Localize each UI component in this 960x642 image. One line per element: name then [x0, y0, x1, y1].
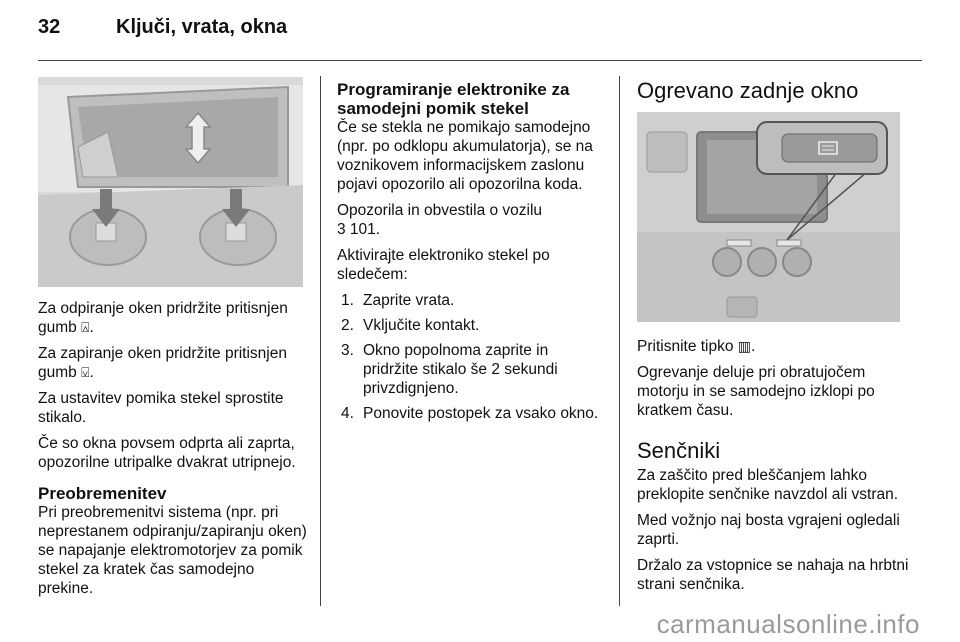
window-switch-figure — [38, 77, 303, 287]
window-open-icon: ⍓ — [81, 319, 90, 335]
steps-list — [337, 291, 607, 423]
dashboard-figure — [637, 112, 900, 322]
column-divider-1 — [320, 76, 321, 606]
section-heading-sun-visors: Senčniki — [637, 438, 721, 463]
paragraph: Aktivirajte elektroniko stekel po sledečem: — [337, 247, 550, 283]
section-heading-programming: Programiranje elektronike za samodejni pomik stekel — [337, 80, 570, 118]
list-item: 2. Vključite kontakt. — [341, 317, 480, 334]
dashboard-illustration — [637, 112, 900, 322]
column-1 — [38, 299, 308, 605]
watermark: carmanualsonline.info — [656, 609, 920, 639]
paragraph: Ogrevanje deluje pri obratujočem motorju in se samodejno izklopi po kratkem času. — [637, 364, 875, 419]
column-2 — [337, 80, 607, 429]
header-rule — [38, 60, 922, 61]
window-switch-illustration — [38, 77, 303, 287]
page-title: Ključi, vrata, okna — [116, 16, 288, 38]
column-divider-2 — [619, 76, 620, 606]
paragraph: Držalo za vstopnice se nahaja na hrbtni strani senčnika. — [637, 557, 909, 593]
list-item: 3. Okno popolnoma zaprite in pridržite stikalo še 2 sekundi privzdignjeno. — [341, 342, 558, 397]
page-number: 32 — [38, 16, 61, 38]
paragraph: Za zaščito pred bleščanjem lahko preklopite senčnike navzdol ali vstran. — [637, 467, 899, 503]
window-close-icon: ⍌ — [81, 364, 90, 380]
column-3 — [637, 78, 917, 104]
page-reference: 3 101. — [337, 221, 381, 238]
paragraph: Če so okna povsem odprta ali zaprta, opozorilne utripalke dvakrat utripnejo. — [38, 435, 296, 471]
column-3-text — [637, 337, 917, 601]
paragraph: Pritisnite tipko ▥. — [637, 338, 756, 355]
paragraph: Pri preobremenitvi sistema (npr. pri neprestanem odpiranju/zapiranju oken) se napajanje elektromotorjev za pomik stekel za kratek čas samodejno prekine. — [38, 504, 307, 597]
section-heading-heated-rear-window: Ogrevano zadnje okno — [637, 78, 859, 103]
list-item: 1. Zaprite vrata. — [341, 292, 455, 309]
paragraph: Opozorila in obvestila o vozilu 3 101. — [337, 202, 543, 238]
paragraph: Če se stekla ne pomikajo samodejno (npr. po odklopu akumulatorja), se na voznikovem informacijskem zaslonu pojavi opozorilo ali opozorilna koda. — [337, 119, 593, 193]
paragraph: Za odpiranje oken pridržite pritisnjen gumb ⍓. — [38, 300, 288, 336]
rear-defrost-icon: ▥ — [737, 338, 752, 354]
list-item: 4. Ponovite postopek za vsako okno. — [341, 405, 599, 422]
paragraph: Med vožnjo naj bosta vgrajeni ogledali zaprti. — [637, 512, 900, 548]
paragraph: Za zapiranje oken pridržite pritisnjen gumb ⍌. — [38, 345, 287, 381]
page-header — [38, 16, 287, 39]
section-heading-overload: Preobremenitev — [38, 484, 167, 503]
paragraph: Za ustavitev pomika stekel sprostite stikalo. — [38, 390, 284, 426]
